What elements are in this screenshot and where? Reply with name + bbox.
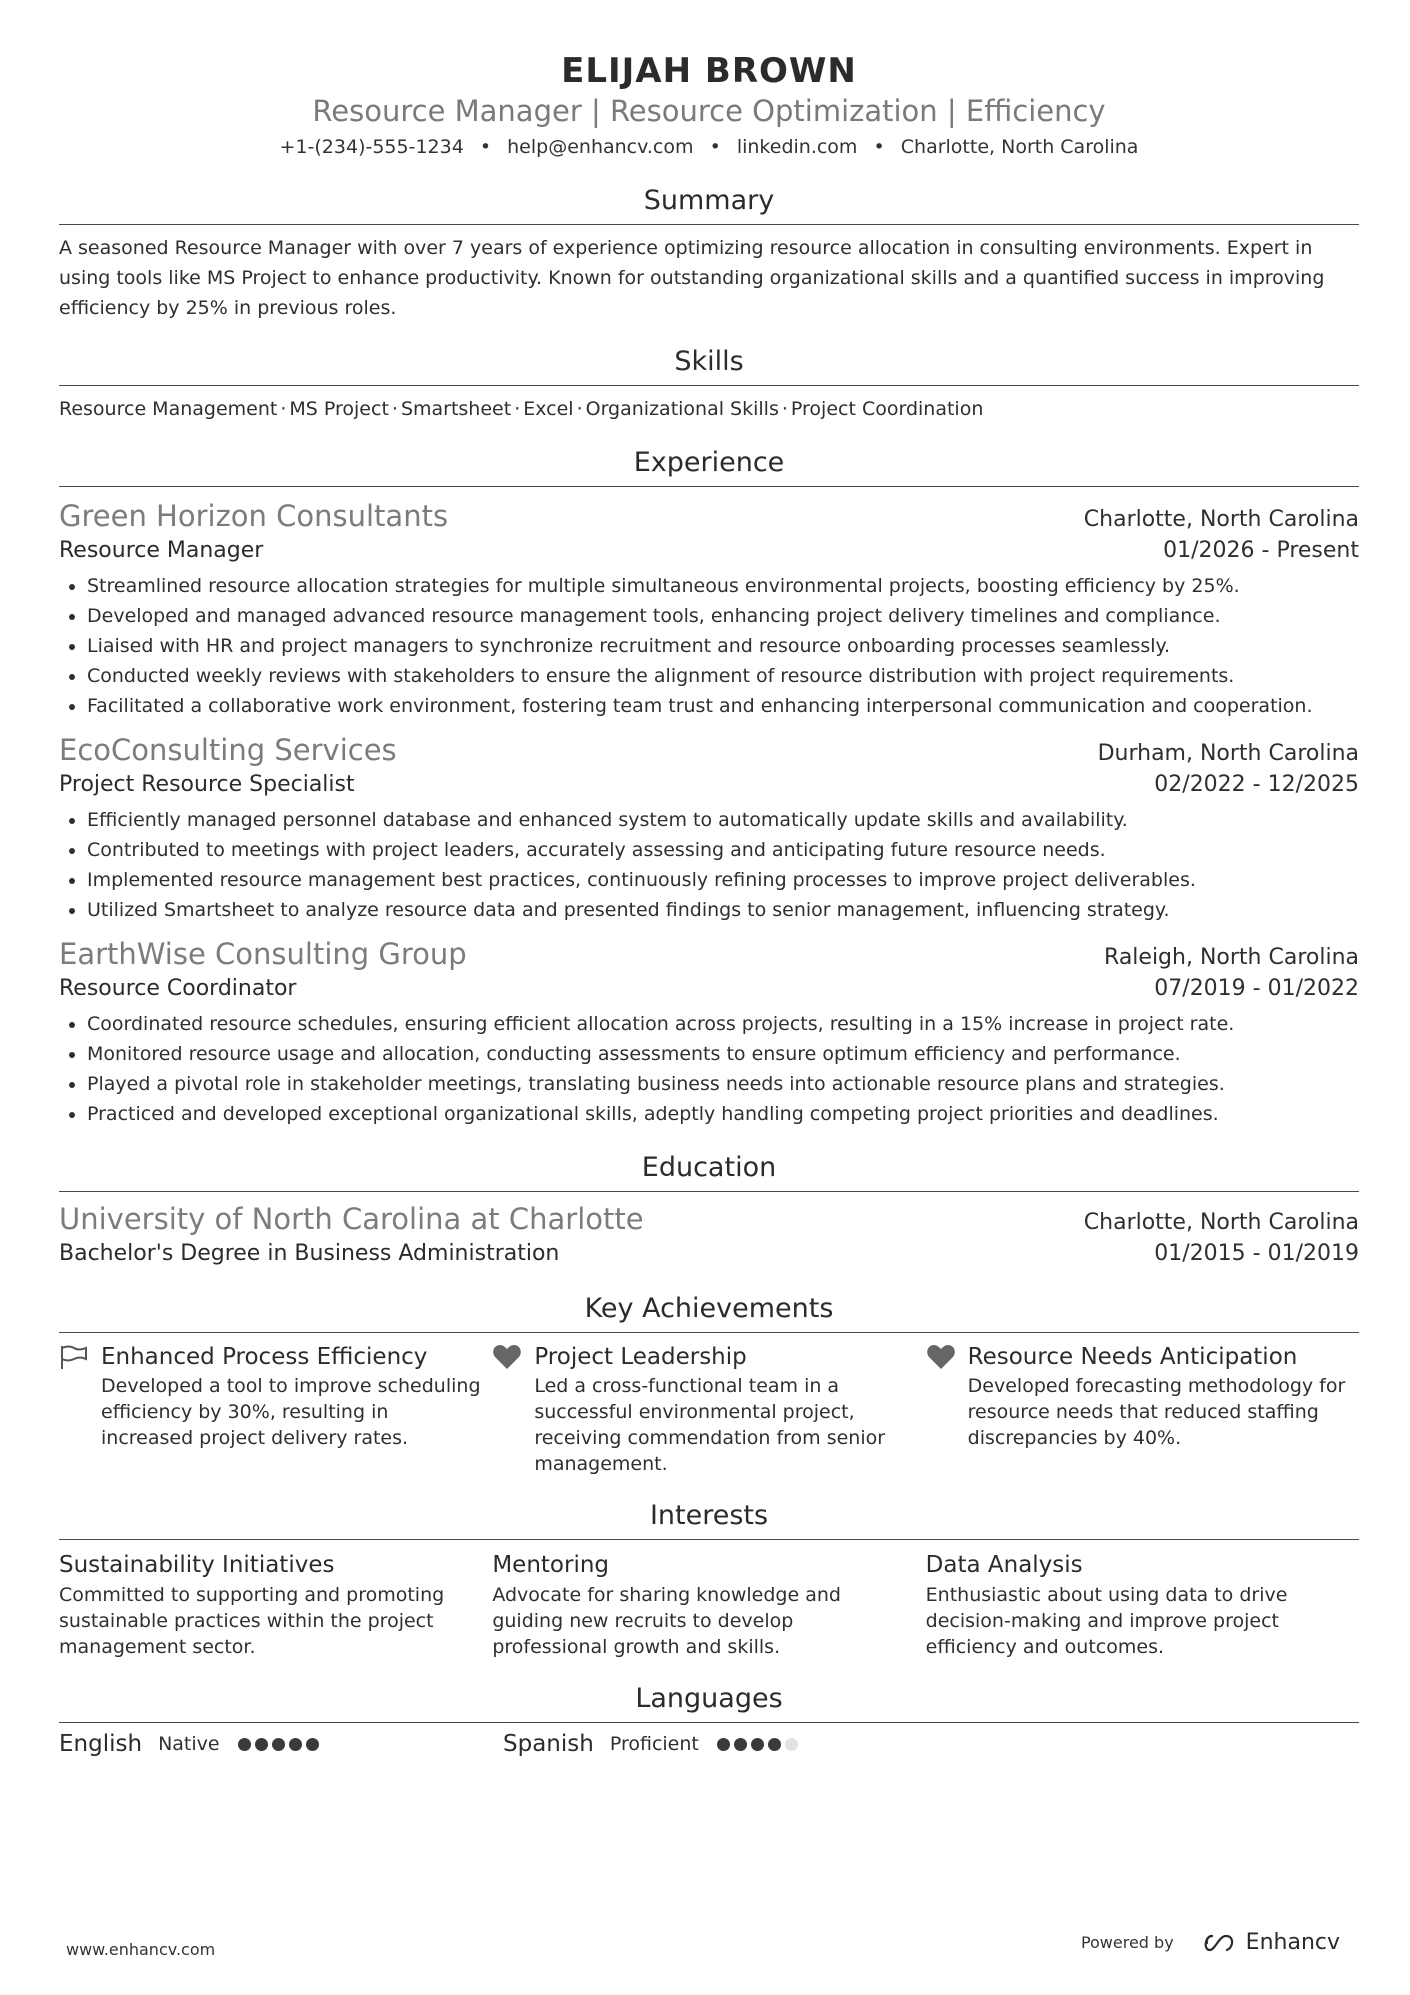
job-title: Project Resource Specialist — [59, 772, 355, 797]
interests-grid — [59, 1548, 1359, 1660]
job-entry — [59, 497, 1359, 721]
skill-separator: · — [514, 398, 521, 420]
degree: Bachelor's Degree in Business Administration — [59, 1241, 560, 1266]
interest-item — [492, 1548, 925, 1660]
job-bullet: • Implemented resource management best practices, continuously refining processes to improve project deliverables. — [87, 865, 1359, 895]
achievement-desc: Led a cross-functional team in a successful environmental project, receiving commendation from senior management. — [534, 1375, 886, 1475]
job-bullets — [59, 1009, 1359, 1129]
language-level: Native — [158, 1733, 220, 1755]
candidate-headline: Resource Manager | Resource Optimization | Efficiency — [312, 94, 1106, 128]
heart-icon — [926, 1344, 956, 1370]
achievement-item — [926, 1341, 1359, 1477]
job-bullet: • Utilized Smartsheet to analyze resource data and presented findings to senior management, influencing strategy. — [87, 895, 1359, 925]
company-name: EarthWise Consulting Group — [59, 937, 467, 971]
location: Charlotte, North Carolina — [900, 136, 1139, 158]
job-bullet: • Conducted weekly reviews with stakeholders to ensure the alignment of resource distribution with project requirements. — [87, 661, 1359, 691]
job-title: Resource Coordinator — [59, 976, 297, 1001]
language-name: Spanish — [503, 1731, 594, 1757]
skill-separator: · — [781, 398, 788, 420]
interest-title: Data Analysis — [925, 1552, 1083, 1578]
section-title: Education — [59, 1151, 1359, 1192]
resume-content — [59, 50, 1359, 1757]
skill-item: MS Project — [289, 398, 389, 420]
contact-separator: • — [479, 136, 492, 158]
interest-desc: Enthusiastic about using data to drive decision-making and improve project efficiency and outcomes. — [925, 1584, 1288, 1658]
interest-title: Sustainability Initiatives — [59, 1552, 335, 1578]
skills-section — [59, 345, 1359, 424]
job-bullet: • Efficiently managed personnel database and enhanced system to automatically update skills and availability. — [87, 805, 1359, 835]
heart-icon — [492, 1344, 522, 1370]
enhancv-logo-icon — [1200, 1932, 1238, 1954]
achievement-desc: Developed forecasting methodology for resource needs that reduced staffing discrepancies by 40%. — [967, 1375, 1346, 1449]
interest-item — [926, 1548, 1359, 1660]
skill-separator: · — [576, 398, 583, 420]
interest-title: Mentoring — [492, 1552, 610, 1578]
footer-website[interactable]: www.enhancv.com — [66, 1940, 216, 1959]
achievements-grid — [59, 1341, 1359, 1477]
summary-text: A seasoned Resource Manager with over 7 years of experience optimizing resource allocation in consulting environments. Expert in using tools like MS Project to enhance productivity. Known for outstanding organizational skills and a quantified success in improving efficiency by 25% in previous roles. — [59, 237, 1325, 319]
achievement-item — [492, 1341, 925, 1477]
email[interactable]: help@enhancv.com — [507, 136, 694, 158]
job-location: Durham, North Carolina — [1097, 741, 1359, 766]
education-entry — [59, 1200, 1359, 1270]
achievement-title: Resource Needs Anticipation — [967, 1344, 1298, 1370]
rating-dot-empty — [785, 1738, 798, 1751]
language-rating — [717, 1738, 802, 1751]
languages-section — [59, 1682, 1359, 1757]
section-title: Languages — [59, 1682, 1359, 1723]
job-bullets — [59, 571, 1359, 721]
job-bullet: • Practiced and developed exceptional organizational skills, adeptly handling competing project priorities and deadlines. — [87, 1099, 1359, 1129]
flag-icon — [59, 1344, 89, 1370]
candidate-name: ELIJAH BROWN — [561, 51, 857, 91]
job-bullet: • Contributed to meetings with project leaders, accurately assessing and anticipating future resource needs. — [87, 835, 1359, 865]
achievement-desc: Developed a tool to improve scheduling efficiency by 30%, resulting in increased project delivery rates. — [101, 1375, 481, 1449]
job-bullet: • Monitored resource usage and allocation, conducting assessments to ensure optimum efficiency and performance. — [87, 1039, 1359, 1069]
job-bullet: • Developed and managed advanced resource management tools, enhancing project delivery timelines and compliance. — [87, 601, 1359, 631]
enhancv-logo[interactable] — [1200, 1930, 1340, 1955]
job-bullet: • Liaised with HR and project managers to synchronize recruitment and resource onboarding processes seamlessly. — [87, 631, 1359, 661]
language-item — [59, 1731, 503, 1757]
rating-dot-filled — [289, 1738, 302, 1751]
contact-separator: • — [873, 136, 885, 158]
rating-dot-filled — [306, 1738, 319, 1751]
section-title: Interests — [59, 1499, 1359, 1540]
achievement-title: Project Leadership — [534, 1344, 747, 1370]
contact-separator: • — [709, 136, 721, 158]
summary-section — [59, 184, 1359, 323]
interest-desc: Advocate for sharing knowledge and guiding new recruits to develop professional growth and skills. — [492, 1584, 841, 1658]
company-name: Green Horizon Consultants — [59, 499, 449, 533]
achievement-item — [59, 1341, 492, 1477]
interest-desc: Committed to supporting and promoting sustainable practices within the project management sector. — [59, 1584, 445, 1658]
job-location: Charlotte, North Carolina — [1083, 507, 1359, 532]
rating-dot-filled — [238, 1738, 251, 1751]
language-item — [503, 1731, 947, 1757]
language-rating — [238, 1738, 323, 1751]
languages-list — [59, 1731, 1359, 1757]
section-title: Skills — [59, 345, 1359, 386]
experience-section — [59, 446, 1359, 1129]
language-name: English — [59, 1731, 143, 1757]
interests-section — [59, 1499, 1359, 1660]
job-bullets — [59, 805, 1359, 925]
skill-item: Resource Management — [59, 398, 278, 420]
brand-name: Enhancv — [1245, 1930, 1340, 1955]
skill-item: Smartsheet — [400, 398, 512, 420]
language-level: Proficient — [609, 1733, 699, 1755]
job-bullet: • Played a pivotal role in stakeholder meetings, translating business needs into actionable resource plans and strategies. — [87, 1069, 1359, 1099]
job-bullet: • Coordinated resource schedules, ensuring efficient allocation across projects, resulting in a 15% increase in project rate. — [87, 1009, 1359, 1039]
rating-dot-filled — [751, 1738, 764, 1751]
skill-item: Excel — [523, 398, 574, 420]
company-name: EcoConsulting Services — [59, 733, 397, 767]
resume-header — [59, 50, 1359, 162]
job-dates: 02/2022 - 12/2025 — [1154, 772, 1359, 797]
job-title: Resource Manager — [59, 538, 264, 563]
section-title: Key Achievements — [59, 1292, 1359, 1333]
rating-dot-filled — [734, 1738, 747, 1751]
skill-separator: · — [280, 398, 287, 420]
rating-dot-filled — [768, 1738, 781, 1751]
job-dates: 01/2026 - Present — [1163, 538, 1359, 563]
rating-dot-filled — [272, 1738, 285, 1751]
rating-dot-filled — [717, 1738, 730, 1751]
job-location: Raleigh, North Carolina — [1104, 945, 1359, 970]
job-entry — [59, 731, 1359, 925]
section-title: Experience — [59, 446, 1359, 487]
interest-item — [59, 1548, 492, 1660]
job-bullet: • Facilitated a collaborative work environment, fostering team trust and enhancing interpersonal communication and cooperation. — [87, 691, 1359, 721]
skill-separator: · — [391, 398, 398, 420]
skill-item: Project Coordination — [790, 398, 984, 420]
section-title: Summary — [59, 184, 1359, 225]
education-dates: 01/2015 - 01/2019 — [1154, 1241, 1359, 1266]
rating-dot-filled — [255, 1738, 268, 1751]
school-location: Charlotte, North Carolina — [1083, 1210, 1359, 1235]
skills-list — [59, 394, 1359, 424]
footer-branding — [1081, 1930, 1340, 1955]
job-entry — [59, 935, 1359, 1129]
education-section — [59, 1151, 1359, 1270]
job-bullet: • Streamlined resource allocation strategies for multiple simultaneous environmental projects, boosting efficiency by 25%. — [87, 571, 1359, 601]
achievement-title: Enhanced Process Efficiency — [101, 1344, 428, 1370]
skill-item: Organizational Skills — [585, 398, 779, 420]
contact-line — [59, 132, 1359, 162]
school-name: University of North Carolina at Charlotte — [59, 1202, 644, 1236]
phone: +1-(234)-555-1234 — [279, 136, 464, 158]
job-dates: 07/2019 - 01/2022 — [1154, 976, 1359, 1001]
achievements-section — [59, 1292, 1359, 1477]
linkedin[interactable]: linkedin.com — [736, 136, 858, 158]
powered-by-label: Powered by — [1080, 1933, 1174, 1952]
